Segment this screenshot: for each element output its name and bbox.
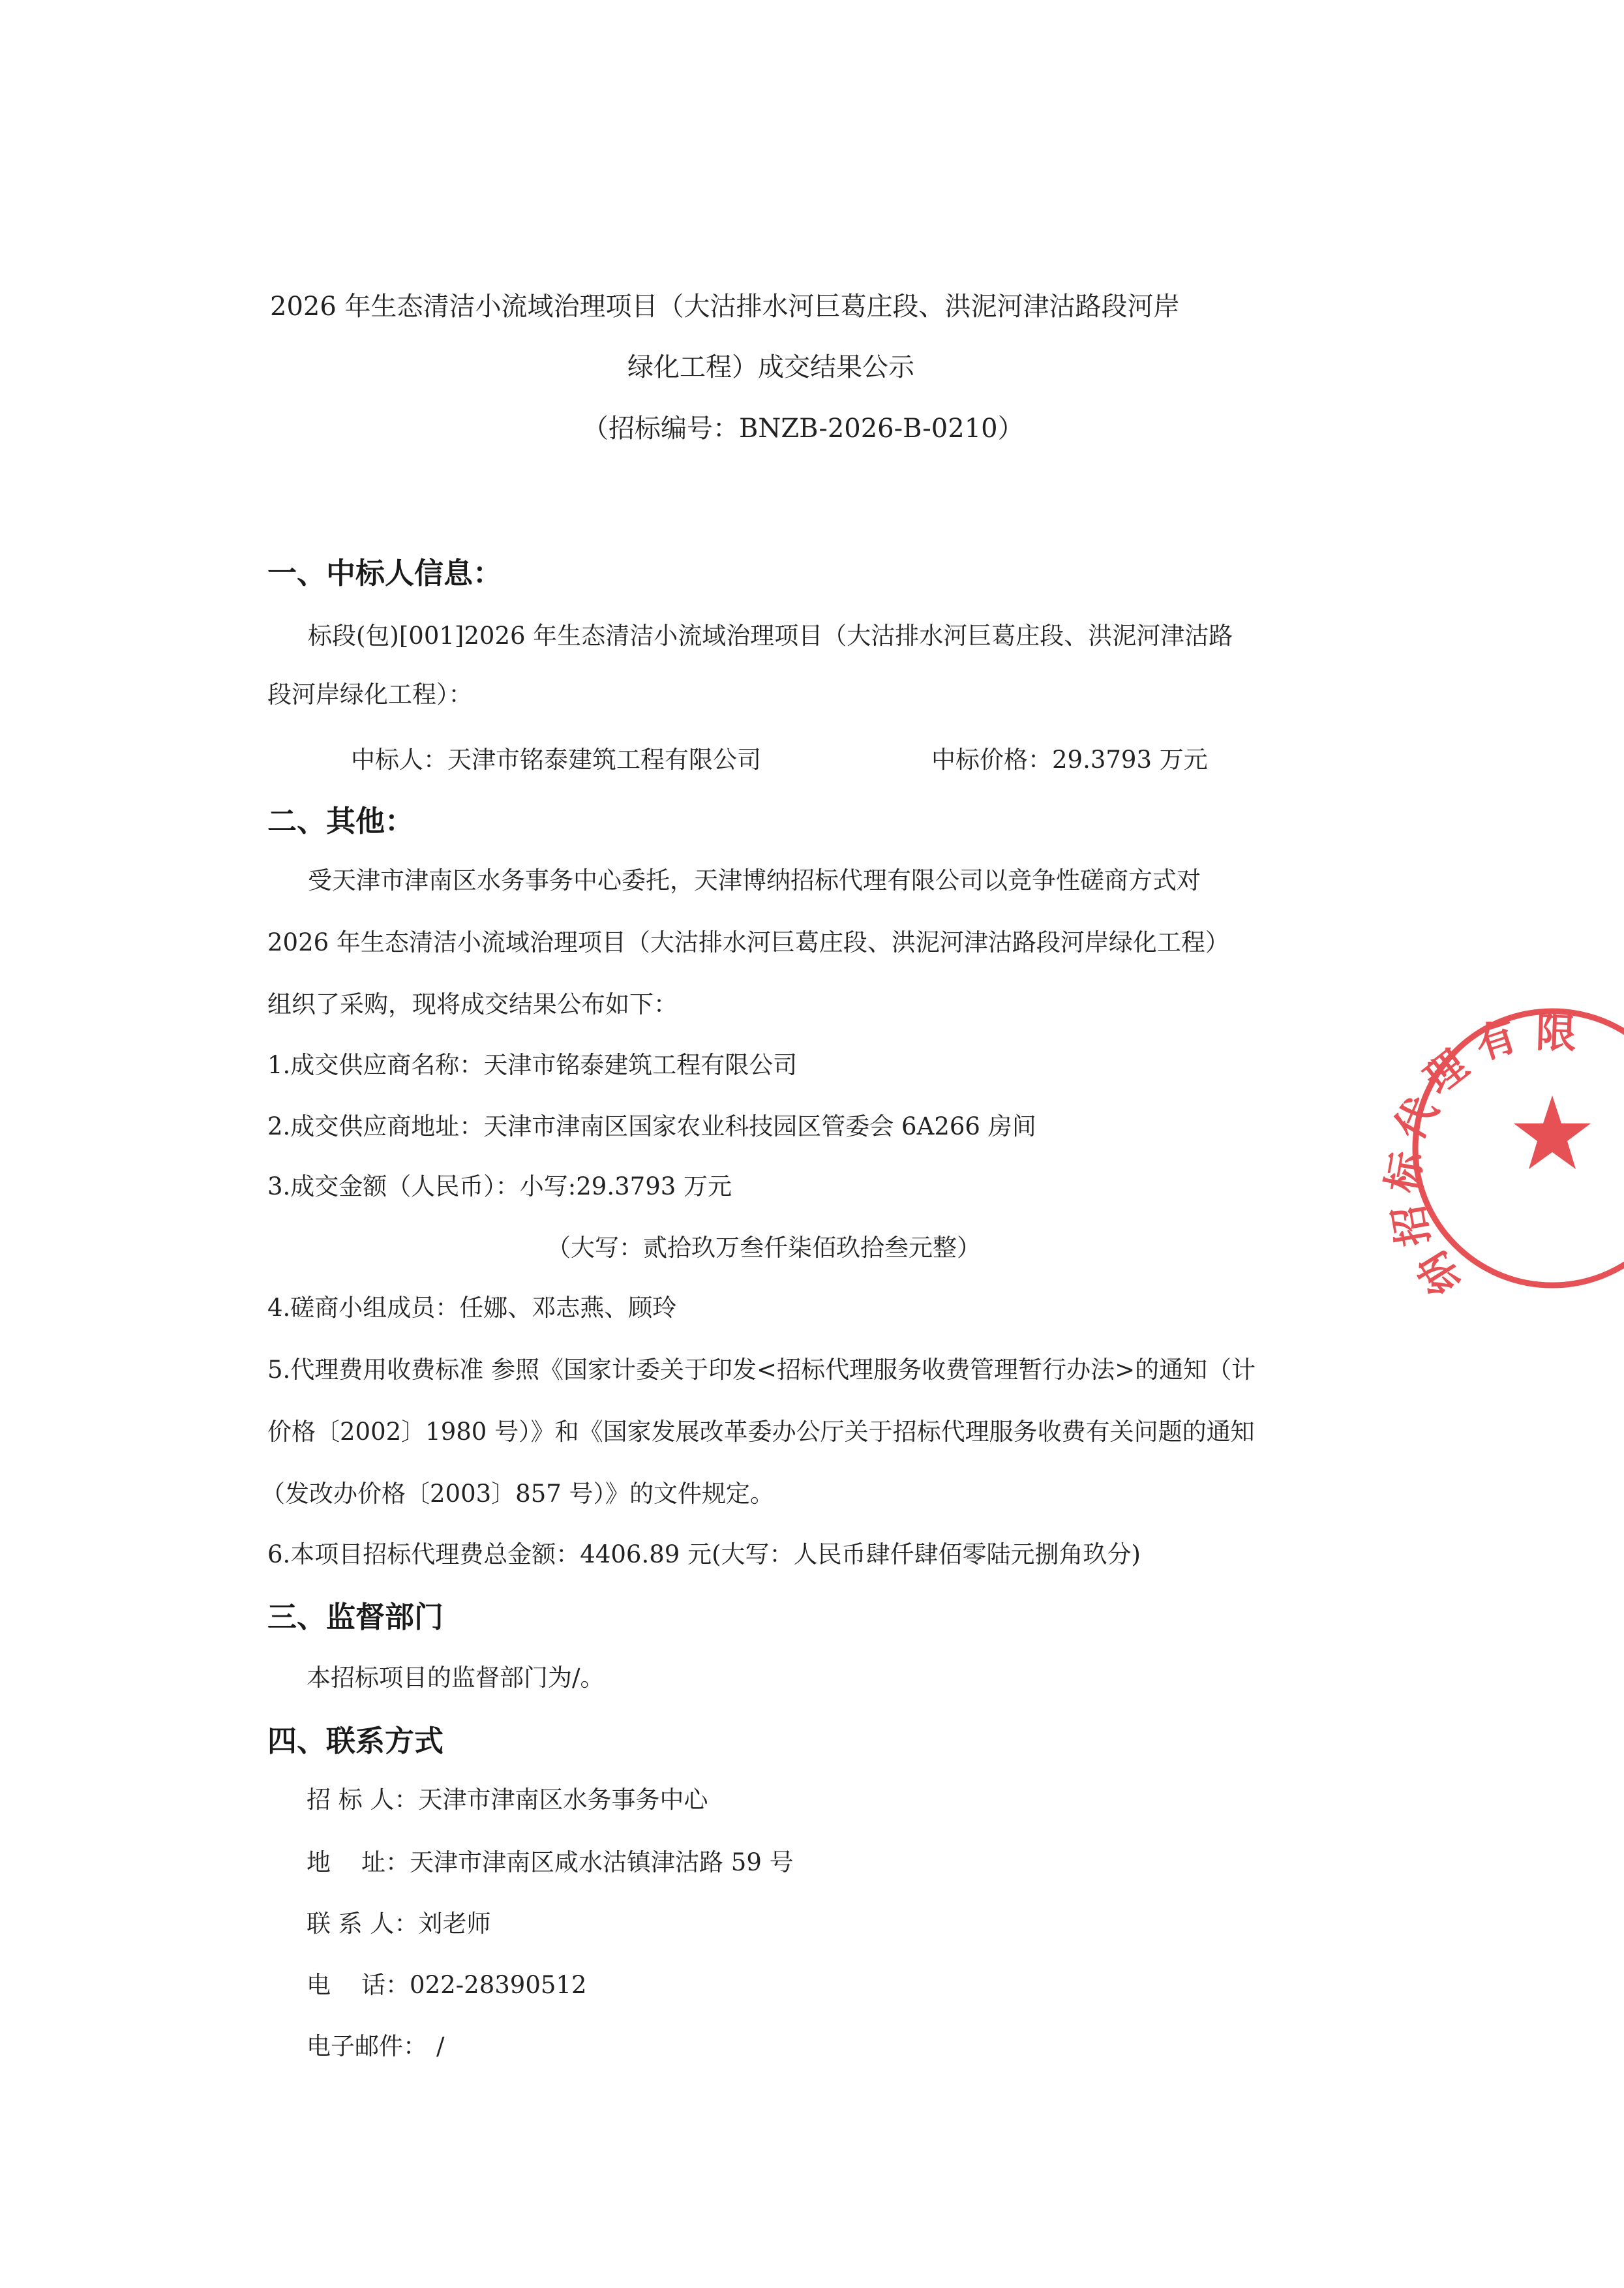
address-value: 天津市津南区咸水沽镇津沽路 59 号 [410,1848,794,1876]
item-supplier-name: 1.成交供应商名称：天津市铭泰建筑工程有限公司 [267,1051,798,1079]
email-label: 电子邮件： [307,2032,427,2060]
seal-char-1: 限 [1535,1008,1578,1058]
lot-description-line1: 标段(包)[001]2026 年生态清洁小流域治理项目（大沽排水河巨葛庄段、洪泥河津沽路 [308,622,1233,650]
contact-row-email [307,2034,444,2058]
tenderer-label: 招 标 人： [307,1786,419,1814]
lot-description-line2: 段河岸绿化工程）： [267,680,473,709]
item-supplier-address: 2.成交供应商地址：天津市津南区国家农业科技园区管委会 6A266 房间 [267,1112,1036,1140]
contact-row-phone [307,1973,587,1997]
item-amount: 3.成交金额（人民币）：小写:29.3793 万元 [267,1172,732,1200]
supervision-text: 本招标项目的监督部门为/。 [307,1664,605,1692]
winner-name: 中标人：天津市铭泰建筑工程有限公司 [351,746,761,774]
item-fee-standard-line3: （发改办价格〔2003〕857 号）》的文件规定。 [261,1480,775,1508]
section4-heading: 四、联系方式 [267,1724,444,1758]
phone-value: 022-28390512 [410,1971,587,1999]
seal-char-5: 标 [1377,1148,1432,1197]
seal-char-3: 理 [1415,1041,1477,1103]
tender-number: （招标编号：BNZB-2026-B-0210） [582,414,1024,444]
document-title-line2: 绿化工程）成交结果公示 [627,352,914,382]
section1-heading: 一、中标人信息： [267,556,503,590]
contact-row-tenderer [307,1788,708,1812]
seal-graphic [1377,985,1624,1311]
seal-star-icon [1514,1095,1591,1169]
section2-para-line1: 受天津市津南区水务事务中心委托，天津博纳招标代理有限公司以竞争性磋商方式对 [308,866,1201,894]
seal-char-4: 代 [1385,1089,1447,1148]
seal-char-6: 招 [1384,1201,1439,1250]
section2-para-line3: 组织了采购，现将成交结果公布如下： [267,990,678,1018]
item-fee-standard-line2: 价格〔2002〕1980 号）》和《国家发展改革委办公厅关于招标代理服务收费有关问题的通知 [267,1418,1255,1446]
item-amount-uppercase: （大写：贰拾玖万叁仟柒佰玖拾叁元整） [547,1234,981,1262]
contact-person-label: 联 系 人： [307,1910,419,1938]
contact-person-value: 刘老师 [418,1910,491,1938]
section2-heading: 二、其他： [267,804,415,838]
contact-row-person [307,1912,491,1936]
seal-char-7: 纳 [1408,1243,1471,1304]
winner-price: 中标价格：29.3793 万元 [931,746,1208,774]
contact-row-address [307,1850,794,1874]
document-title-line1: 2026 年生态清洁小流域治理项目（大沽排水河巨葛庄段、洪泥河津沽路段河岸 [270,292,1180,322]
tenderer-value: 天津市津南区水务事务中心 [418,1786,708,1814]
section3-heading: 三、监督部门 [267,1600,444,1634]
phone-label: 电 话： [307,1971,410,1999]
section2-para-line2: 2026 年生态清洁小流域治理项目（大沽排水河巨葛庄段、洪泥河津沽路段河岸绿化工程） [267,928,1229,956]
email-value: / [436,2032,445,2060]
address-label: 地 址： [307,1848,410,1876]
company-seal [1377,985,1624,1311]
item-fee-standard-line1: 5.代理费用收费标准 参照《国家计委关于印发<招标代理服务收费管理暂行办法>的通知（计 [267,1356,1256,1384]
item-agency-fee-total: 6.本项目招标代理费总金额：4406.89 元(大写：人民币肆仟肆佰零陆元捌角玖分) [267,1540,1141,1568]
seal-char-2: 有 [1469,1011,1523,1069]
item-panel-members: 4.磋商小组成员：任娜、邓志燕、顾玲 [267,1294,677,1322]
